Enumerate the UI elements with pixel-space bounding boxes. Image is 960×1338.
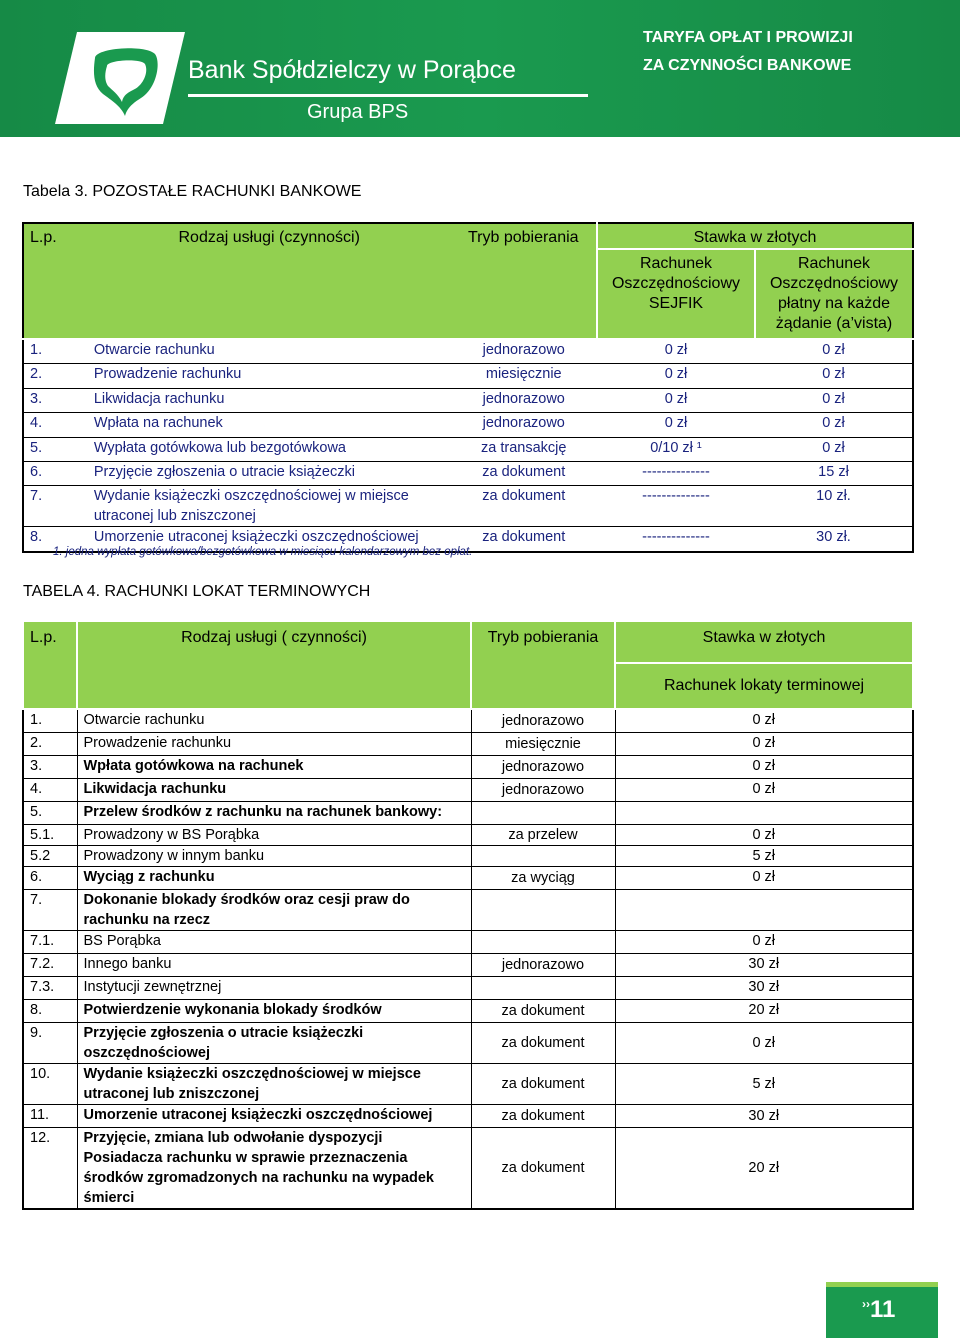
row-service: Instytucji zewnętrznej <box>77 976 471 999</box>
table4-header-row <box>23 621 913 663</box>
row-rate-b: 0 zł <box>755 388 913 412</box>
row-rate: 30 zł <box>615 976 913 999</box>
row-rate: 20 zł <box>615 1127 913 1209</box>
row-rate-a: -------------- <box>597 527 755 552</box>
row-service: Umorzenie utraconej książeczki oszczędnościowej <box>77 1104 471 1127</box>
table-row <box>23 339 913 364</box>
row-mode: jednorazowo <box>471 709 615 732</box>
bank-group: Grupa BPS <box>307 101 409 123</box>
row-rate: 0 zł <box>615 778 913 801</box>
table-row <box>23 801 913 824</box>
row-rate: 0 zł <box>615 824 913 845</box>
row-mode: miesięcznie <box>451 364 597 388</box>
row-service: Prowadzony w BS Porąbka <box>77 824 471 845</box>
row-service: Przyjęcie, zmiana lub odwołanie dyspozycji Posiadacza rachunku w sprawie przeznaczenia środków zgromadzonych na rachunku na wypadek śmierci <box>77 1127 471 1209</box>
row-rate: 0 zł <box>615 930 913 953</box>
table-row <box>23 388 913 412</box>
row-service: Likwidacja rachunku <box>88 388 451 412</box>
row-rate: 5 zł <box>615 845 913 866</box>
row-rate <box>615 889 913 930</box>
row-lp: 5. <box>23 437 88 461</box>
header-banner <box>0 0 960 137</box>
row-rate: 0 zł <box>615 709 913 732</box>
header-rate: Stawka w złotych <box>597 223 913 249</box>
tariff-line-2: ZA CZYNNOŚCI BANKOWE <box>643 57 852 74</box>
table-row <box>23 778 913 801</box>
row-rate-b: 0 zł <box>755 437 913 461</box>
header-service: Rodzaj usługi (czynności) <box>88 223 451 339</box>
table-row <box>23 999 913 1022</box>
table-row <box>23 364 913 388</box>
bank-logo-icon <box>55 32 185 124</box>
row-lp: 7.1. <box>23 930 77 953</box>
header-mode: Tryb pobierania <box>451 223 597 339</box>
row-service: Wydanie książeczki oszczędnościowej w miejsce utraconej lub zniszczonej <box>77 1063 471 1104</box>
table-row <box>23 889 913 930</box>
row-service: Przelew środków z rachunku na rachunek bankowy: <box>77 801 471 824</box>
row-lp: 12. <box>23 1127 77 1209</box>
row-rate: 0 zł <box>615 866 913 889</box>
row-rate-a: 0/10 zł ¹ <box>597 437 755 461</box>
row-lp: 1. <box>30 342 43 358</box>
header-col-a: Rachunek Oszczędnościowy SEJFIK <box>597 249 755 339</box>
row-service: Likwidacja rachunku <box>77 778 471 801</box>
row-rate: 0 zł <box>615 732 913 755</box>
table4 <box>22 620 914 1210</box>
row-rate: 30 zł <box>615 1104 913 1127</box>
header-mode: Tryb pobierania <box>471 621 615 709</box>
row-lp: 4. <box>23 413 88 437</box>
row-mode: za dokument <box>471 1063 615 1104</box>
row-service: Wpłata gotówkowa na rachunek <box>77 755 471 778</box>
table-row <box>23 413 913 437</box>
tariff-title <box>643 24 853 80</box>
row-lp: 5.2 <box>23 845 77 866</box>
row-lp: 1. <box>23 709 77 732</box>
table-row <box>23 709 913 732</box>
row-service: Wpłata na rachunek <box>88 413 451 437</box>
table-row <box>23 1063 913 1104</box>
row-rate: 30 zł <box>615 953 913 976</box>
header-lp: L.p. <box>23 223 88 339</box>
row-service: Prowadzenie rachunku <box>88 364 451 388</box>
row-service: Potwierdzenie wykonania blokady środków <box>77 999 471 1022</box>
table-row <box>23 1104 913 1127</box>
row-mode: jednorazowo <box>471 755 615 778</box>
row-lp: 7. <box>23 889 77 930</box>
bank-name: Bank Spółdzielczy w Porąbce <box>188 56 516 84</box>
page-number <box>862 1296 895 1324</box>
row-rate: 20 zł <box>615 999 913 1022</box>
table4-body <box>23 709 913 1209</box>
row-rate <box>615 801 913 824</box>
table-row <box>23 845 913 866</box>
row-mode: za dokument <box>451 461 597 485</box>
row-lp: 6. <box>23 866 77 889</box>
header-lp: L.p. <box>23 621 77 709</box>
row-mode: za przelew <box>471 824 615 845</box>
row-lp: 11. <box>23 1104 77 1127</box>
row-lp: 6. <box>23 461 88 485</box>
row-lp: 7. <box>23 486 88 527</box>
row-mode: za dokument <box>471 1104 615 1127</box>
table-row <box>23 976 913 999</box>
row-mode: jednorazowo <box>471 953 615 976</box>
table-row <box>23 437 913 461</box>
row-rate-b: 0 zł <box>755 413 913 437</box>
row-rate-b: 10 zł. <box>755 486 913 527</box>
table-row <box>23 486 913 527</box>
row-rate: 0 zł <box>615 1022 913 1063</box>
row-mode <box>471 845 615 866</box>
table-row <box>23 1127 913 1209</box>
row-service: Umorzenie utraconej książeczki oszczędnościowej <box>88 527 451 552</box>
row-rate-a: -------------- <box>597 461 755 485</box>
header-col-b: Rachunek Oszczędnościowy płatny na każde żądanie (a’vista) <box>755 249 913 339</box>
row-lp: 9. <box>23 1022 77 1063</box>
table-row <box>23 824 913 845</box>
page-mark: ›› <box>862 1297 870 1311</box>
table3 <box>22 222 914 553</box>
row-service: Innego banku <box>77 953 471 976</box>
header-rate: Stawka w złotych <box>615 621 913 663</box>
row-rate-a: 0 zł <box>664 342 688 358</box>
row-rate-b: 15 zł <box>755 461 913 485</box>
table-row <box>23 866 913 889</box>
row-mode: za dokument <box>471 999 615 1022</box>
row-lp: 5.1. <box>23 824 77 845</box>
row-rate-a: 0 zł <box>597 413 755 437</box>
row-mode: za dokument <box>471 1127 615 1209</box>
table-row <box>23 1022 913 1063</box>
table-row <box>23 732 913 755</box>
table3-footnote: 1. jedna wypłata gotówkowa/bezgotówkowa w miesiącu kalendarzowym bez opłat. <box>53 546 473 558</box>
row-lp: 4. <box>23 778 77 801</box>
row-rate-a: -------------- <box>597 486 755 527</box>
row-mode <box>471 889 615 930</box>
row-mode <box>471 976 615 999</box>
row-mode: jednorazowo <box>451 413 597 437</box>
table3-body <box>23 339 913 552</box>
row-lp: 8. <box>23 999 77 1022</box>
row-lp: 7.2. <box>23 953 77 976</box>
row-mode: jednorazowo <box>471 778 615 801</box>
row-rate: 0 zł <box>615 755 913 778</box>
row-mode: miesięcznie <box>471 732 615 755</box>
row-mode: za dokument <box>471 1022 615 1063</box>
row-lp: 3. <box>23 388 88 412</box>
table3-header-row <box>23 223 913 249</box>
row-mode: jednorazowo <box>482 342 565 358</box>
row-service: Wyciąg z rachunku <box>77 866 471 889</box>
row-mode: za dokument <box>451 486 597 527</box>
row-mode: za transakcję <box>451 437 597 461</box>
row-rate-b: 0 zł <box>822 342 845 358</box>
row-lp: 3. <box>23 755 77 778</box>
row-mode: jednorazowo <box>451 388 597 412</box>
row-rate-b: 0 zł <box>755 364 913 388</box>
header-col-a: Rachunek lokaty terminowej <box>615 663 913 709</box>
row-service: BS Porąbka <box>77 930 471 953</box>
table3-caption: Tabela 3. POZOSTAŁE RACHUNKI BANKOWE <box>23 183 362 200</box>
table-row <box>23 755 913 778</box>
row-service: Otwarcie rachunku <box>93 342 215 358</box>
row-service: Przyjęcie zgłoszenia o utracie książeczki oszczędnościowej <box>77 1022 471 1063</box>
row-lp: 2. <box>23 732 77 755</box>
table-row <box>23 461 913 485</box>
row-service: Prowadzony w innym banku <box>77 845 471 866</box>
row-service: Otwarcie rachunku <box>77 709 471 732</box>
row-service: Przyjęcie zgłoszenia o utracie książeczki <box>88 461 451 485</box>
row-rate-a: 0 zł <box>597 364 755 388</box>
table-row <box>23 930 913 953</box>
row-mode <box>471 801 615 824</box>
header-service: Rodzaj usługi ( czynności) <box>77 621 471 709</box>
tariff-line-1: TARYFA OPŁAT I PROWIZJI <box>643 29 853 46</box>
table4-caption: TABELA 4. RACHUNKI LOKAT TERMINOWYCH <box>23 583 371 600</box>
divider <box>188 94 588 97</box>
row-lp: 7.3. <box>23 976 77 999</box>
row-service: Dokonanie blokady środków oraz cesji praw do rachunku na rzecz <box>77 889 471 930</box>
row-mode: za dokument <box>451 527 597 552</box>
row-rate: 5 zł <box>615 1063 913 1104</box>
row-service: Wydanie książeczki oszczędnościowej w miejsce utraconej lub zniszczonej <box>88 486 451 527</box>
row-lp: 10. <box>23 1063 77 1104</box>
row-lp: 2. <box>23 364 88 388</box>
row-lp: 8. <box>23 527 88 552</box>
row-service: Wypłata gotówkowa lub bezgotówkowa <box>88 437 451 461</box>
row-lp: 5. <box>23 801 77 824</box>
row-rate-b: 30 zł. <box>755 527 913 552</box>
row-service: Prowadzenie rachunku <box>77 732 471 755</box>
row-mode <box>471 930 615 953</box>
row-mode: za wyciąg <box>471 866 615 889</box>
table-row <box>23 953 913 976</box>
page-number-value: 11 <box>870 1296 896 1323</box>
row-rate-a: 0 zł <box>597 388 755 412</box>
